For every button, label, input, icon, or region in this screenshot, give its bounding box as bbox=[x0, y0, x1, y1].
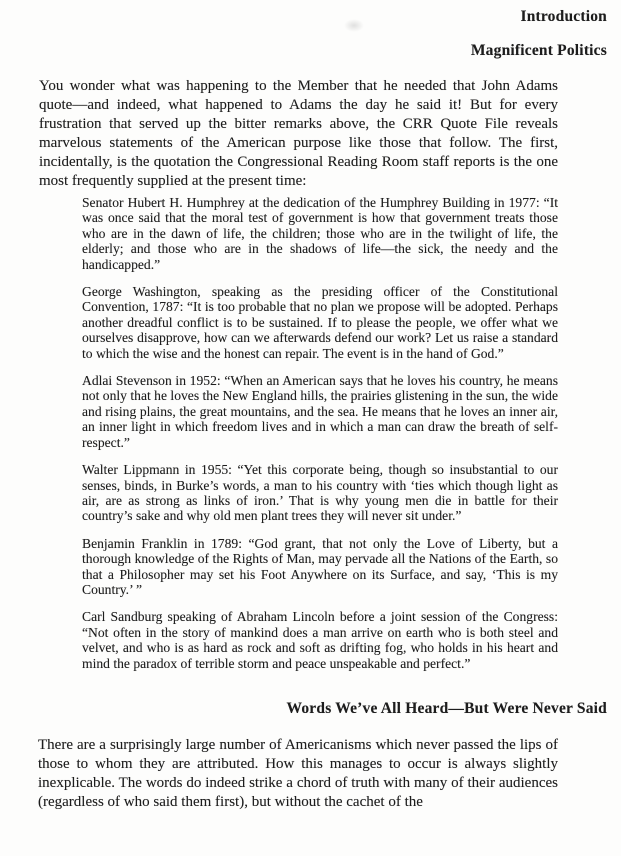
running-head: Introduction bbox=[520, 8, 607, 25]
quote-block-washington: George Washington, speaking as the presiding officer of the Constitutional Convention, 1787: “It is too probable that no plan we propose will be adopted. Perhaps another dreadful conflict is to be sustained. If to please the people, we offer what we ourselves disapprove, how can we afterwards defend our work? Let us raise a standard to which the wise and the honest can repair. The event is in the hand of God.” bbox=[82, 284, 558, 361]
quote-block-sandburg: Carl Sandburg speaking of Abraham Lincoln before a joint session of the Congress: “Not often in the story of mankind does a man arrive on earth who is both steel and velvet, and who is as hard as rock and soft as drifting fog, who holds in his heart and mind the paradox of terrible storm and peace unspeakable and perfect.” bbox=[82, 609, 558, 671]
intro-paragraph: You wonder what was happening to the Member that he needed that John Adams quote—and indeed, what happened to Adams the day he said it! But for every frustration that served up the bitter remarks above, the CRR Quote File reveals marvelous statements of the American purpose like those that follow. The first, incidentally, is the quotation the Congressional Reading Room staff reports is the one most frequently supplied at the present time: bbox=[39, 78, 558, 189]
second-section-title: Words We’ve All Heard—But Were Never Said bbox=[286, 699, 607, 717]
quote-block-lippmann: Walter Lippmann in 1955: “Yet this corporate being, though so insubstantial to our senses, binds, in Burke’s words, a man to his country with ‘ties which though light as air, are as strong as links of iron.’ That is why young men die in battle for their country’s sake and why old men plant trees they will never sit under.” bbox=[82, 462, 558, 524]
section-title: Magnificent Politics bbox=[470, 42, 607, 59]
quote-block-franklin: Benjamin Franklin in 1789: “God grant, that not only the Love of Liberty, but a thorough knowledge of the Rights of Man, may pervade all the Nations of the Earth, so that a Philosopher may set his Foot Anywhere on its Surface, and say, ‘This is my Country.’ ” bbox=[82, 535, 558, 597]
quote-block-stevenson: Adlai Stevenson in 1952: “When an American says that he loves his country, he means not only that he loves the New England hills, the prairies glistening in the sun, the wide and rising plains, the great mountains, and the sea. He means that he loves an inner air, an inner light in which freedom lives and in which a man can draw the breath of self-respect.” bbox=[82, 373, 558, 450]
closing-paragraph: There are a surprisingly large number of Americanisms which never passed the lips of those to whom they are attributed. How this manages to occur is always slightly inexplicable. The words do indeed strike a chord of truth with many of their audiences (regardless of who said them first), but without the cachet of the bbox=[38, 736, 558, 810]
quote-list bbox=[0, 195, 621, 671]
quote-block-humphrey: Senator Hubert H. Humphrey at the dedication of the Humphrey Building in 1977: “It was once said that the moral test of government is how that government treats those who are in the dawn of life, the children; those who are in the twilight of life, the elderly; and those who are in the shadows of life—the sick, the needy and the handicapped.” bbox=[82, 195, 558, 272]
